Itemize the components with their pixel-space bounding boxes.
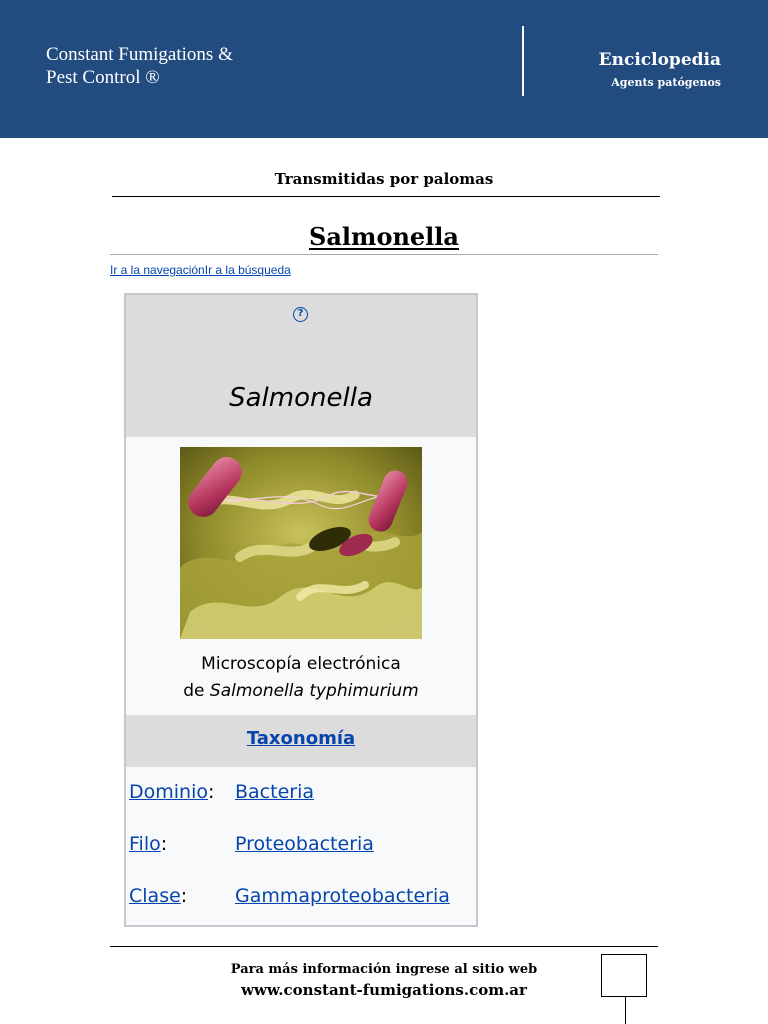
rank-value: [235, 885, 450, 907]
rank-value: [235, 781, 314, 803]
page-number-stem: [625, 997, 626, 1024]
rank-label: Clase:: [129, 885, 188, 907]
value-link-gammaproteobacteria[interactable]: Gammaproteobacteria: [235, 885, 450, 907]
salmonella-micrograph-image[interactable]: [180, 447, 422, 639]
infobox-title: Salmonella: [229, 383, 373, 413]
infobox-header: [126, 295, 476, 437]
skip-to-search-link[interactable]: Ir a la búsqueda: [204, 263, 291, 277]
header-divider: [522, 26, 524, 96]
company-name: [46, 43, 233, 89]
footer-website: www.constant-fumigations.com.ar: [241, 981, 527, 999]
footer-divider: [110, 946, 658, 947]
skip-links: [110, 263, 291, 277]
caption-line1: Microscopía electrónica: [201, 654, 401, 674]
title-divider: [110, 254, 658, 255]
rank-label: Filo:: [129, 833, 168, 855]
taxonomy-link[interactable]: Taxonomía: [246, 728, 356, 749]
rank-link-filo[interactable]: Filo: [129, 833, 161, 855]
encyclopedia-subtitle: Agents patógenos: [611, 76, 721, 89]
rank-link-clase[interactable]: Clase: [129, 885, 181, 907]
page-number-box: [601, 954, 647, 997]
image-caption: [126, 651, 476, 705]
company-name-line1: Constant Fumigations &: [46, 44, 233, 65]
article-title: Salmonella: [309, 222, 459, 251]
caption-species: Salmonella typhimurium: [209, 681, 419, 701]
footer-info-text: Para más información ingrese al sitio web: [230, 962, 538, 977]
section-title: Transmitidas por palomas: [274, 170, 494, 188]
rank-label: Dominio:: [129, 781, 215, 803]
value-link-proteobacteria[interactable]: Proteobacteria: [235, 833, 374, 855]
company-name-line2: Pest Control ®: [46, 67, 160, 88]
taxonomy-header: [126, 715, 476, 767]
caption-line2: [126, 678, 476, 705]
infobox: [124, 293, 478, 927]
taxonomy-row-filo: [129, 833, 474, 863]
section-divider: [112, 196, 660, 197]
caption-prefix: de: [183, 681, 210, 701]
page-header: [0, 0, 768, 138]
taxonomy-row-clase: [129, 885, 474, 915]
value-link-bacteria[interactable]: Bacteria: [235, 781, 314, 803]
encyclopedia-title: Enciclopedia: [598, 50, 721, 70]
taxonomy-row-dominio: [129, 781, 474, 811]
question-circle-icon[interactable]: ?: [293, 307, 308, 322]
rank-value: [235, 833, 374, 855]
micrograph-illustration: [180, 447, 422, 639]
skip-to-navigation-link[interactable]: Ir a la navegación: [110, 263, 205, 277]
rank-link-dominio[interactable]: Dominio: [129, 781, 208, 803]
